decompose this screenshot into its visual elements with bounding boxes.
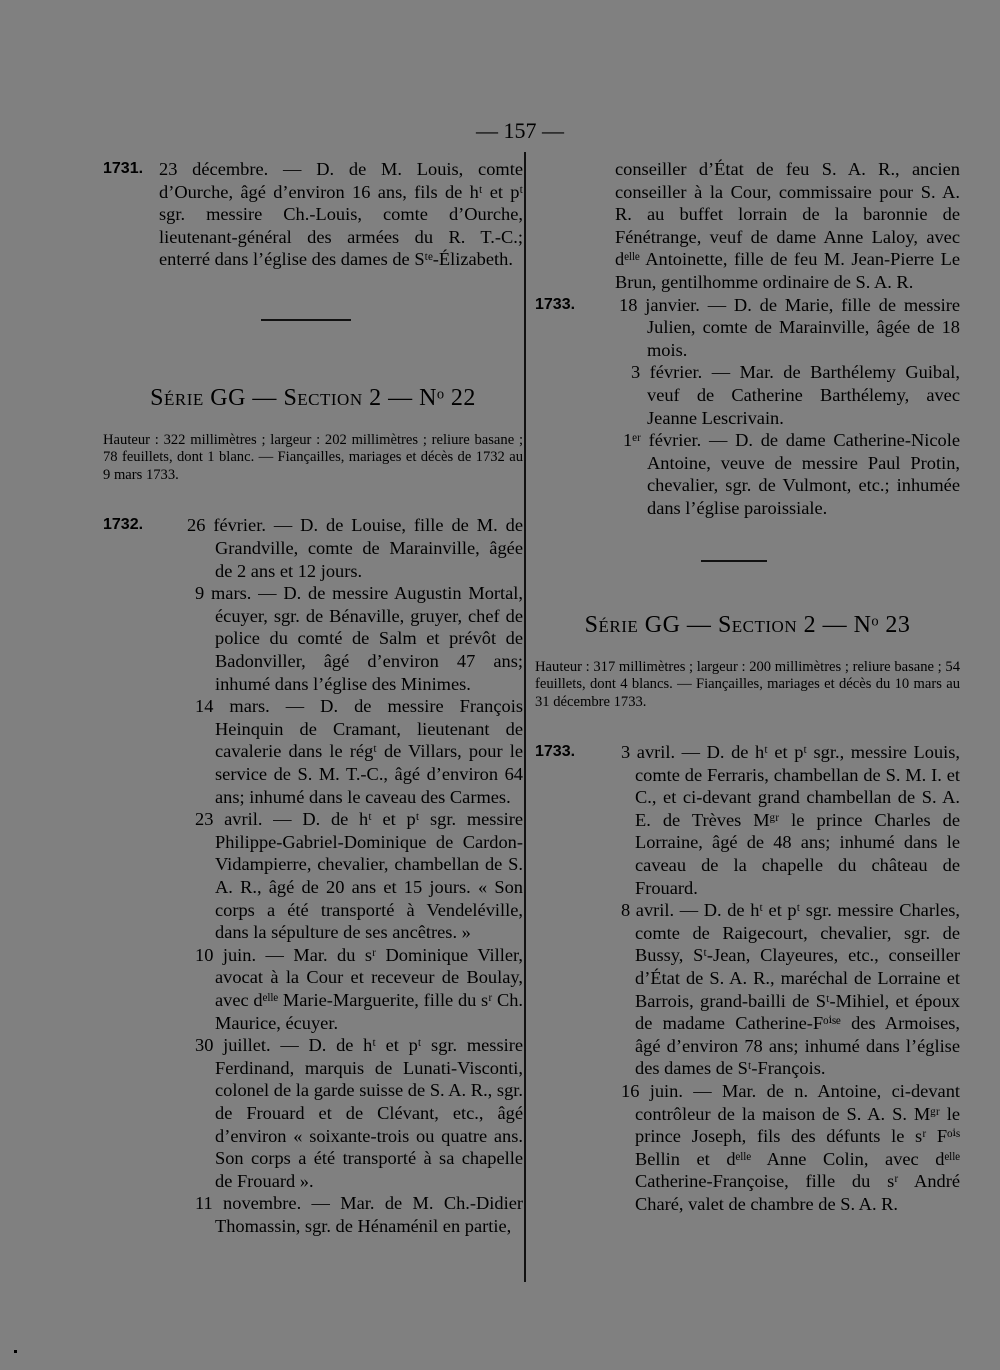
left-column (103, 158, 523, 1237)
entry-item: 9 mars. — D. de messire Augustin Mortal, écuyer, sgr. de Bénaville, gruyer, chef de police du comté de Salm et prévôt de Badonviller, âgé d’environ 47 ans; inhumé dans l’église des Minimes. (195, 583, 523, 694)
entry-item: 3 février. — Mar. de Barthélemy Guibal, veuf de Catherine Barthélemy, avec Jeanne Lescrivain. (631, 362, 960, 428)
entry-year: 1733. (535, 295, 576, 313)
page-number: — 157 — (476, 118, 564, 143)
scan-speck (14, 1350, 17, 1353)
entries-1733-b (535, 741, 960, 1215)
right-column (535, 158, 960, 1215)
entry-year: 1732. (103, 516, 144, 534)
entry-item: 8 avril. — D. de hᵗ et pᵗ sgr. messire Charles, comte de Raigecourt, chevalier, sgr. de Bussy, Sᵗ-Jean, Clayeures, etc., conseiller d’État de S. A. R., maréchal de Lorraine et Barrois, grand-bailli de Sᵗ-Mihiel, et époux de madame Catherine-Fᵒⁱˢᵉ des Armoises, âgé d’environ 78 ans; inhumé dans l’église des dames de Sᵗ-François. (621, 900, 960, 1079)
entry-item: 30 juillet. — D. de hᵗ et pᵗ sgr. messire Ferdinand, marquis de Lunati-Visconti, colonel de la garde suisse de S. A. R., sgr. de Frouard et de Clévant, etc., âgé d’environ « soixante-trois ou quatre ans. Son corps a été transporté à sa chapelle de Frouard ». (195, 1035, 523, 1191)
section-title-23: Série GG — Section 2 — Nᵒ 23 (584, 611, 911, 638)
entry-year: 1731. (103, 160, 144, 177)
separator-rule (261, 319, 351, 321)
entry-item: 18 janvier. — D. de Marie, fille de messire Julien, comte de Marainville, âgée de 18 mois. (619, 294, 960, 360)
entry-item: 16 juin. — Mar. de n. Antoine, ci-devant contrôleur de la maison de S. A. S. Mᵍʳ le prince Joseph, fils des défunts le sʳ Fᵒⁱˢ Bellin et dᵉˡˡᵉ Anne Colin, avec dᵉˡˡᵉ Catherine-Françoise, fille du sʳ André Charé, valet de chambre de S. A. R. (621, 1080, 960, 1214)
entry-item: 11 novembre. — Mar. de M. Ch.-Didier Thomassin, sgr. de Hénaménil en partie, (195, 1193, 523, 1236)
section-title-22: Série GG — Section 2 — Nᵒ 22 (150, 384, 476, 411)
entry-item: 3 avril. — D. de hᵗ et pᵗ sgr., messire Louis, comte de Ferraris, chambellan de S. M. I. et C., et ci-devant grand chambellan de S. A. E. de Trèves Mᵍʳ le prince Charles de Lorraine, âgé de 48 ans; inhumé dans le caveau de la chapelle du château de Frouard. (621, 742, 960, 898)
continued-text: conseiller d’État de feu S. A. R., ancien conseiller à la Cour, commissaire pour S. A. R. au buffet lorrain de la baronnie de Fénétrange, veuf de dame Anne Laloy, avec dᵉˡˡᵉ Antoinette, fille de feu M. Jean-Pierre Le Brun, gentilhomme ordinaire de S. A. R. (615, 159, 960, 292)
entry-year: 1733. (535, 743, 576, 760)
entries-1733-a (535, 294, 960, 520)
entry-item: 14 mars. — D. de messire François Heinquin de Cramant, lieutenant de cavalerie dans le régᵗ de Villars, pour le service de S. M. T.-C., âgé d’environ 64 ans; inhumé dans le caveau des Carmes. (195, 696, 523, 807)
entry-item: 23 avril. — D. de hᵗ et pᵗ sgr. messire Philippe-Gabriel-Dominique de Cardon-Vidampierre, chevalier, chambellan de S. A. R., âgé de 20 ans et 15 jours. « Son corps a été transporté à Vendeléville, dans la sépulture de ses ancêtres. » (195, 809, 523, 943)
entry-1731 (103, 158, 523, 271)
column-divider (524, 152, 526, 1282)
separator-rule (701, 560, 767, 562)
section-description-23: Hauteur : 317 millimètres ; largeur : 200 millimètres ; reliure basane ; 54 feuillets, dont 4 blancs. — Fiançailles, mariages et décès du 10 mars au 31 décembre 1733. (535, 658, 960, 710)
section-description-22: Hauteur : 322 millimètres ; largeur : 202 millimètres ; reliure basane ; 78 feuillets, dont 1 blanc. — Fiançailles, mariages et décès de 1732 au 9 mars 1733. (103, 431, 523, 483)
entries-1732 (103, 514, 523, 1237)
entry-item: 1ᵉʳ février. — D. de dame Catherine-Nicole Antoine, veuve de messire Paul Protin, chevalier, sgr. de Vulmont, etc.; inhumée dans l’église paroissiale. (623, 430, 960, 518)
entry-item: 26 février. — D. de Louise, fille de M. de Grandville, comte de Marainville, âgée de 2 ans et 12 jours. (187, 515, 523, 581)
entry-item: 10 juin. — Mar. du sʳ Dominique Viller, avocat à la Cour et receveur de Boulay, avec dᵉˡˡᵉ Marie-Marguerite, fille du sʳ Ch. Maurice, écuyer. (195, 944, 523, 1033)
entry-text: 23 décembre. — D. de M. Louis, comte d’Ourche, âgé d’environ 16 ans, fils de hᵗ et pᵗ sgr. messire Ch.-Louis, comte d’Ourche, lieutenant-général des armées du R. T.-C.; enterré dans l’église des dames de Sᵗᵉ-Élizabeth. (159, 159, 523, 270)
